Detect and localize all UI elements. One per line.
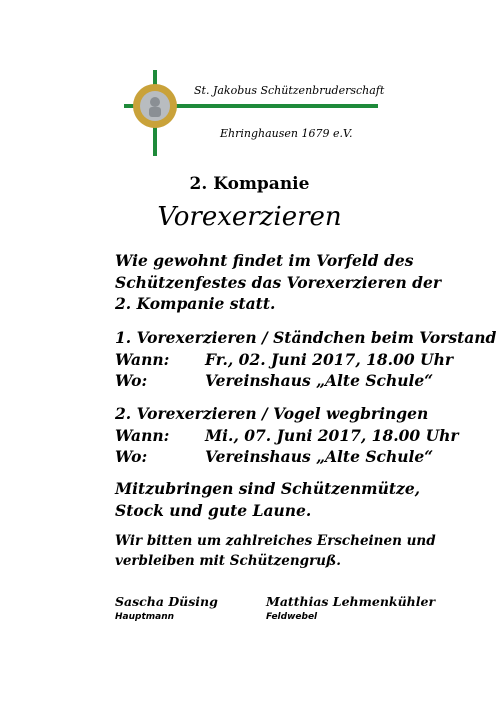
org-name: St. Jakobus Schützenbruderschaft	[194, 84, 385, 97]
signature-name-2: Matthias Lehmenkühler	[266, 594, 436, 609]
event-heading	[115, 403, 475, 425]
event-when-row	[115, 425, 475, 447]
bring-paragraph: Mitzubringen sind Schützenmütze, Stock und gute Laune.	[115, 479, 421, 520]
logo-graphic	[124, 70, 378, 156]
closing-paragraph: Wir bitten um zahlreiches Erscheinen und verbleiben mit Schützengruß.	[115, 533, 436, 569]
when-label: Wann:	[115, 425, 170, 445]
event-heading-text: 2. Vorexerzieren / Vogel wegbringen	[115, 404, 429, 423]
signature-role-2: Feldwebel	[266, 612, 318, 622]
event-block-2	[115, 403, 475, 468]
where-value: Vereinshaus „Alte Schule“	[205, 447, 434, 466]
when-value: Fr., 02. Juni 2017, 18.00 Uhr	[205, 349, 453, 369]
company-heading: 2. Kompanie	[189, 174, 310, 194]
org-place: Ehringhausen 1679 e.V.	[220, 127, 353, 140]
club-logo	[124, 70, 385, 156]
event-where-row	[115, 370, 475, 392]
where-label: Wo:	[115, 447, 148, 466]
where-value: Vereinshaus „Alte Schule“	[205, 371, 434, 390]
event-when-row	[115, 349, 475, 371]
event-where-row	[115, 446, 475, 468]
page-title: Vorexerzieren	[157, 202, 342, 232]
coin-figure-body	[149, 107, 161, 117]
signature-name-1: Sascha Düsing	[115, 594, 218, 609]
signature-role-1: Hauptmann	[115, 612, 175, 622]
event-heading	[115, 327, 497, 349]
coin-figure-head	[150, 97, 160, 107]
where-label: Wo:	[115, 371, 148, 390]
when-label: Wann:	[115, 349, 170, 369]
event-block-1	[115, 327, 497, 392]
when-value: Mi., 07. Juni 2017, 18.00 Uhr	[205, 425, 459, 445]
event-heading-text: 1. Vorexerzieren / Ständchen beim Vorstand	[115, 328, 497, 347]
intro-paragraph: Wie gewohnt findet im Vorfeld des Schützenfestes das Vorexerzieren der 2. Kompanie statt.	[115, 251, 442, 313]
